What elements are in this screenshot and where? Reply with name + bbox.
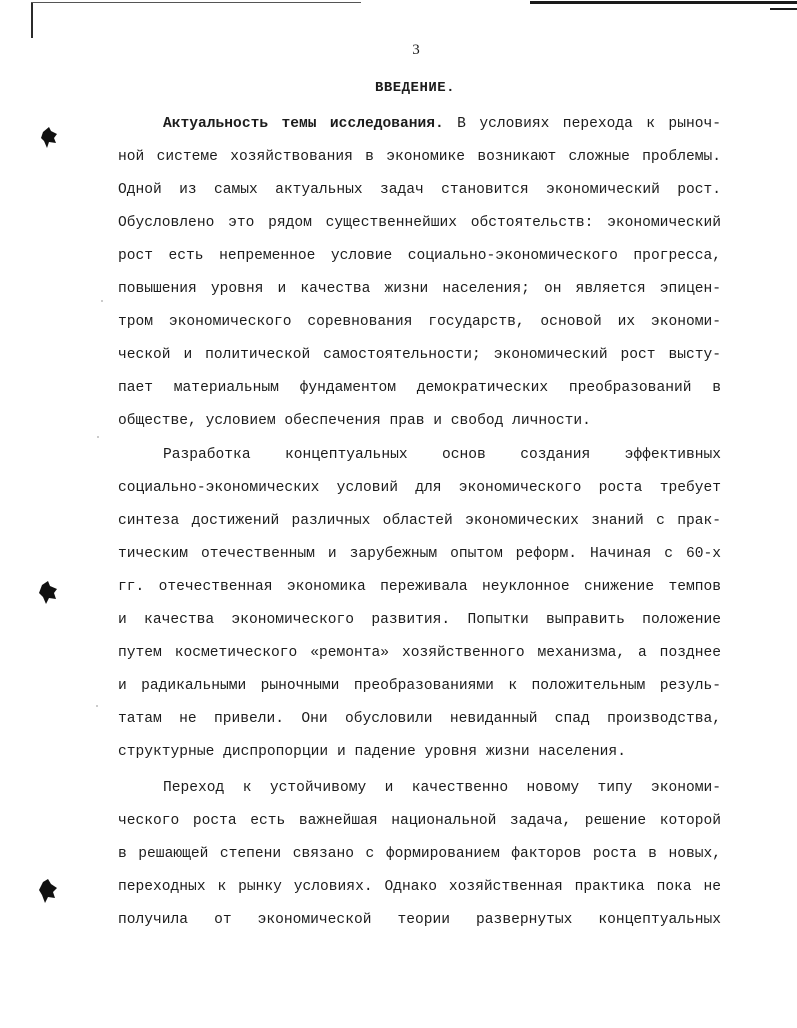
- paragraph-line: в решающей степени связано с формированием факторов роста в новых,: [118, 846, 721, 862]
- paragraph-line: структурные диспропорции и падение уровня жизни населения.: [118, 744, 626, 760]
- scan-speck: [97, 436, 99, 438]
- paragraph-line: Переход к устойчивому и качественно новому типу экономи-: [163, 780, 721, 796]
- scan-border-top-right: [530, 1, 797, 4]
- paragraph-text: В условиях перехода к рыноч-: [443, 116, 721, 132]
- paragraph-line: Разработка концептуальных основ создания эффективных: [163, 447, 721, 463]
- scan-border-left: [31, 2, 33, 38]
- paragraph-line: повышения уровня и качества жизни населения; он является эпицен-: [118, 281, 721, 297]
- paragraph-line: тром экономического соревнования государств, основой их экономи-: [118, 314, 721, 330]
- paragraph-line: [163, 116, 721, 132]
- paragraph-line: рост есть непременное условие социально-экономического прогресса,: [118, 248, 721, 264]
- scan-speck: [101, 300, 103, 302]
- paragraph-line: ческого роста есть важнейшая национальной задача, решение которой: [118, 813, 721, 829]
- punch-hole-mark: [38, 878, 60, 904]
- paragraph-line: ной системе хозяйствования в экономике возникают сложные проблемы.: [118, 149, 721, 165]
- paragraph-line: ческой и политической самостоятельности; экономический рост высту-: [118, 347, 721, 363]
- punch-hole-mark: [40, 126, 60, 150]
- scan-border-top-left: [31, 2, 361, 3]
- paragraph-line: Обусловлено это рядом существеннейших обстоятельств: экономический: [118, 215, 721, 231]
- lead-phrase: Актуальность темы исследования.: [163, 116, 444, 132]
- paragraph-line: Одной из самых актуальных задач становится экономический рост.: [118, 182, 721, 198]
- scan-speck: [96, 705, 98, 707]
- paragraph-line: обществе, условием обеспечения прав и свобод личности.: [118, 413, 591, 429]
- paragraph-line: гг. отечественная экономика переживала неуклонное снижение темпов: [118, 579, 721, 595]
- paragraph-line: пает материальным фундаментом демократических преобразований в: [118, 380, 721, 396]
- paragraph-line: синтеза достижений различных областей экономических знаний с прак-: [118, 513, 721, 529]
- section-heading: ВВЕДЕНИЕ.: [374, 80, 456, 96]
- paragraph-line: и качества экономического развития. Попытки выправить положение: [118, 612, 721, 628]
- paragraph-line: получила от экономической теории развернутых концептуальных: [118, 912, 721, 928]
- paragraph-line: социально-экономических условий для экономического роста требует: [118, 480, 721, 496]
- page-number: 3: [412, 42, 420, 58]
- paragraph-line: татам не привели. Они обусловили невиданный спад производства,: [118, 711, 721, 727]
- paragraph-line: тическим отечественным и зарубежным опытом реформ. Начиная с 60-х: [118, 546, 721, 562]
- paragraph-line: переходных к рынку условиях. Однако хозяйственная практика пока не: [118, 879, 721, 895]
- paragraph-line: и радикальными рыночными преобразованиями к положительным резуль-: [118, 678, 721, 694]
- punch-hole-mark: [38, 580, 60, 606]
- paragraph-line: путем косметического «ремонта» хозяйственного механизма, а позднее: [118, 645, 721, 661]
- scan-border-top-right-inner: [770, 8, 797, 10]
